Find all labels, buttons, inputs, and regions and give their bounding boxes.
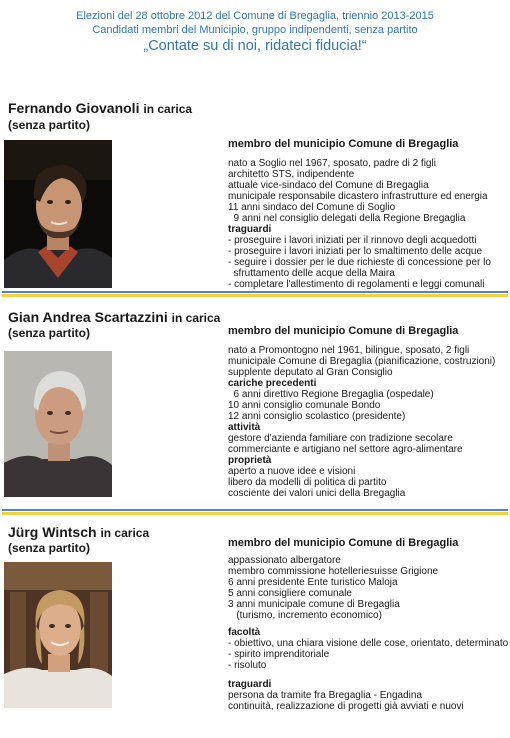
detail-line: aperto a nuove idee e visioni	[228, 466, 356, 477]
detail-line: 6 anni presidente Ente turistico Maloja	[228, 577, 398, 588]
candidate-name-line	[8, 100, 192, 116]
detail-line: supplente deputato al Gran Consiglio	[228, 367, 393, 378]
detail-line: continuità, realizzazione di progetti già avviati e nuovi	[228, 701, 464, 712]
candidate-party: (senza partito)	[8, 118, 91, 132]
detail-line: 6 anni direttivo Regione Bregaglia (ospedale)	[228, 389, 434, 400]
detail-line: architetto STS, indipendente	[228, 169, 355, 180]
detail-line: - obiettivo, una chiara visione delle cose, orientato, determinato	[228, 638, 509, 649]
candidate-role: membro del municipio Comune di Bregaglia	[228, 325, 459, 337]
candidate-details	[228, 345, 495, 499]
detail-line: libero da modelli di politica di partito	[228, 477, 387, 488]
detail-line: - completare l'allestimento di regolamenti e leggi comunali	[228, 279, 485, 290]
section-heading: facoltà	[228, 627, 261, 638]
section-heading: traguardi	[228, 224, 272, 235]
candidate-name: Gian Andrea Scartazzini	[8, 309, 168, 325]
detail-line: 10 anni consiglio comunale Bondo	[228, 400, 381, 411]
candidate-photo	[4, 562, 112, 708]
detail-line: - risoluto	[228, 660, 267, 671]
detail-line: persona da tramite fra Bregaglia - Engadina	[228, 690, 423, 701]
candidate-status: in carica	[143, 102, 193, 116]
detail-line: municipale responsabile dicastero infrastrutture ed energia	[228, 191, 488, 202]
detail-line: - seguire i dossier per le due richieste di concessione per lo	[228, 257, 491, 268]
section-heading: proprietà	[228, 455, 272, 466]
spacer-line	[228, 671, 508, 679]
detail-line: - spirito imprenditoriale	[228, 649, 330, 660]
detail-line: nato a Promontogno nel 1961, bilingue, sposato, 2 figli	[228, 345, 470, 356]
detail-line: commerciante e artigiano nel settore agro-alimentare	[228, 444, 463, 455]
header-subtitle: Candidati membri del Municipio, gruppo indipendenti, senza partito	[92, 24, 418, 36]
candidate-role: membro del municipio Comune di Bregaglia	[228, 138, 459, 150]
detail-line: appassionato albergatore	[228, 555, 341, 566]
candidate-status: in carica	[100, 526, 150, 540]
detail-line: nato a Soglio nel 1967, sposato, padre di 2 figli	[228, 158, 436, 169]
candidate-photo	[4, 140, 112, 288]
detail-line: (turismo, incremento economico)	[228, 610, 382, 621]
detail-line: municipale Comune di Bregaglia (pianificazione, costruzioni)	[228, 356, 496, 367]
candidate-name-line	[8, 524, 149, 540]
detail-line: - proseguire i lavori iniziati per lo smaltimento delle acque	[228, 246, 483, 257]
header-slogan: „Contate su di noi, ridateci fiducia!“	[143, 38, 367, 54]
detail-line: 5 anni consigliere comunale	[228, 588, 352, 599]
candidate-details	[228, 158, 491, 290]
header-title: Elezioni del 28 ottobre 2012 del Comune di Bregaglia, triennio 2013-2015	[76, 10, 434, 22]
detail-line: gestore d'azienda familiare con tradizione secolare	[228, 433, 453, 444]
section-heading: traguardi	[228, 679, 272, 690]
detail-line: 3 anni municipale comune di Bregaglia	[228, 599, 400, 610]
section-divider	[2, 509, 508, 515]
candidate-name: Jürg Wintsch	[8, 524, 97, 540]
detail-line: 11 anni sindaco del Comune di Soglio	[228, 202, 396, 213]
detail-line: cosciente dei valori unici della Bregaglia	[228, 488, 406, 499]
candidate-role: membro del municipio Comune di Bregaglia	[228, 537, 459, 549]
detail-line: - proseguire i lavori iniziati per il rinnovo degli acquedotti	[228, 235, 477, 246]
detail-line: sfruttamento delle acque della Maira	[228, 268, 395, 279]
detail-line: 12 anni consiglio scolastico (presidente)	[228, 411, 406, 422]
detail-line: membro commissione hotelleriesuisse Grigione	[228, 566, 439, 577]
candidate-party: (senza partito)	[8, 541, 91, 555]
candidate-status: in carica	[171, 311, 221, 325]
section-heading: attività	[228, 422, 261, 433]
candidate-photo	[4, 351, 112, 497]
candidate-party: (senza partito)	[8, 326, 91, 340]
candidate-details	[228, 555, 508, 712]
detail-line: 9 anni nel consiglio delegati della Regione Bregaglia	[228, 213, 466, 224]
section-heading: cariche precedenti	[228, 378, 317, 389]
section-divider	[2, 291, 508, 297]
detail-line: attuale vice-sindaco del Comune di Bregaglia	[228, 180, 429, 191]
candidate-name-line	[8, 309, 220, 325]
candidate-name: Fernando Giovanoli	[8, 100, 140, 116]
